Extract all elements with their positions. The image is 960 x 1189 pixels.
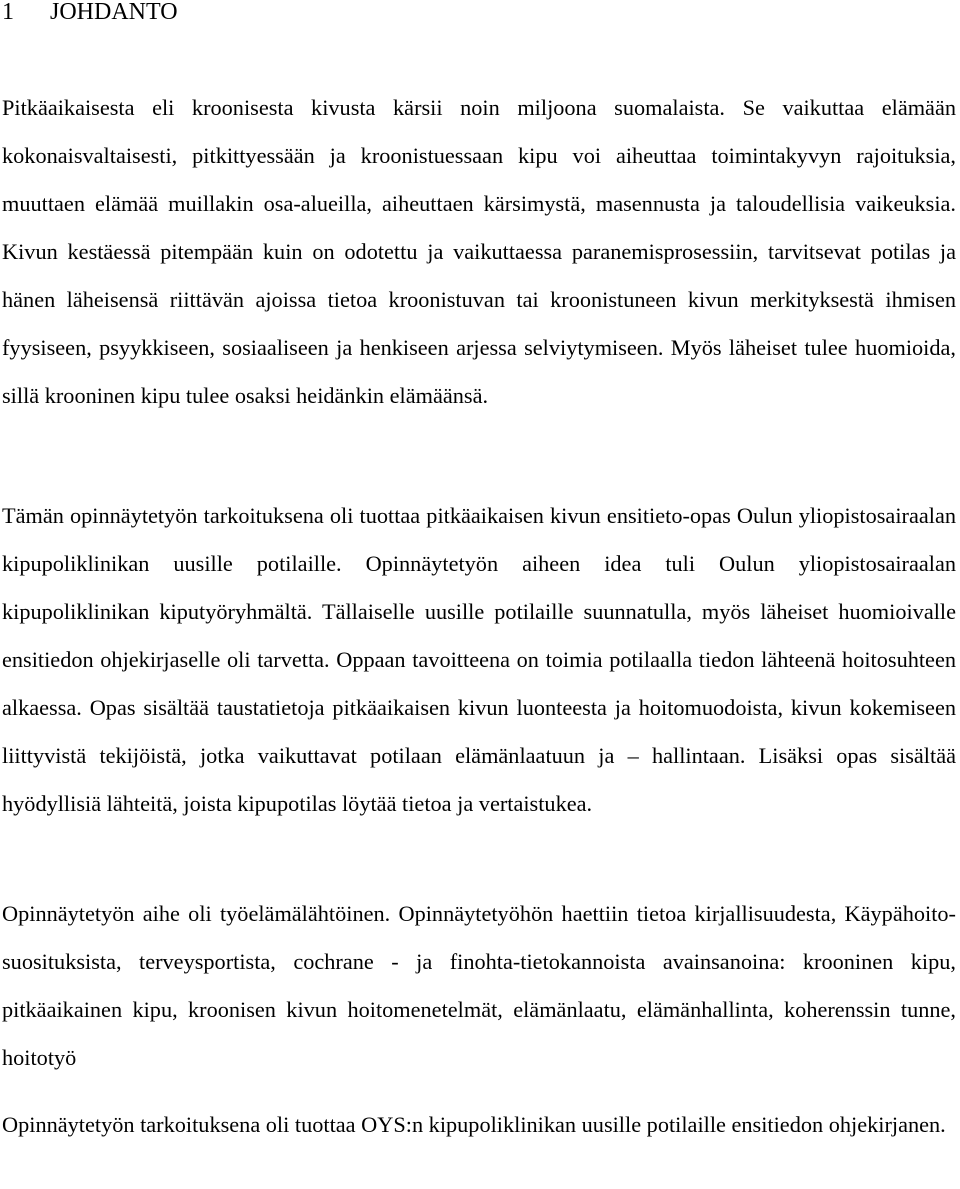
paragraph-sources: Opinnäytetyön aihe oli työelämälähtöinen. Opinnäytetyöhön haettiin tietoa kirjallisuudesta, Käypähoito-suosituksista, terveysportista, cochrane - ja finohta-tietokannoista avainsanoina: krooninen kipu, pitkäaikainen kipu, kroonisen kivun hoitomenetelmät, elämänlaatu, elämänhallinta, koherenssin tunne, hoitotyö [2,901,956,1070]
section-heading [2,0,178,27]
section-number: 1 [2,0,14,25]
paragraph-summary: Opinnäytetyön tarkoituksena oli tuottaa OYS:n kipupoliklinikan uusille potilaille ensitiedon ohjekirjanen. [2,1112,946,1137]
paragraph-intro: Pitkäaikaisesta eli kroonisesta kivusta kärsii noin miljoona suomalaista. Se vaikuttaa elämään kokonaisvaltaisesti, pitkittyessään ja kroonistuessaan kipu voi aiheuttaa toimintakyvyn rajoituksia, muuttaen elämää muillakin osa-alueilla, aiheuttaen kärsimystä, masennusta ja taloudellisia vaikeuksia. Kivun kestäessä pitempään kuin on odotettu ja vaikuttaessa paranemisprosessiin, tarvitsevat potilas ja hänen läheisensä riittävän ajoissa tietoa kroonistuvan tai kroonistuneen kivun merkityksestä ihmisen fyysiseen, psyykkiseen, sosiaaliseen ja henkiseen arjessa selviytymiseen. Myös läheiset tulee huomioida, sillä krooninen kipu tulee osaksi heidänkin elämäänsä. [2,95,956,408]
paragraph-purpose: Tämän opinnäytetyön tarkoituksena oli tuottaa pitkäaikaisen kivun ensitieto-opas Oulun yliopistosairaalan kipupoliklinikan uusille potilaille. Opinnäytetyön aiheen idea tuli Oulun yliopistosairaalan kipupoliklinikan kiputyöryhmältä. Tällaiselle uusille potilaille suunnatulla, myös läheiset huomioivalle ensitiedon ohjekirjaselle oli tarvetta. Oppaan tavoitteena on toimia potilaalla tiedon lähteenä hoitosuhteen alkaessa. Opas sisältää taustatietoja pitkäaikaisen kivun luonteesta ja hoitomuodoista, kivun kokemiseen liittyvistä tekijöistä, jotka vaikuttavat potilaan elämänlaatuun ja – hallintaan. Lisäksi opas sisältää hyödyllisiä lähteitä, joista kipupotilas löytää tietoa ja vertaistukea. [2,503,956,816]
section-title: JOHDANTO [50,0,178,25]
